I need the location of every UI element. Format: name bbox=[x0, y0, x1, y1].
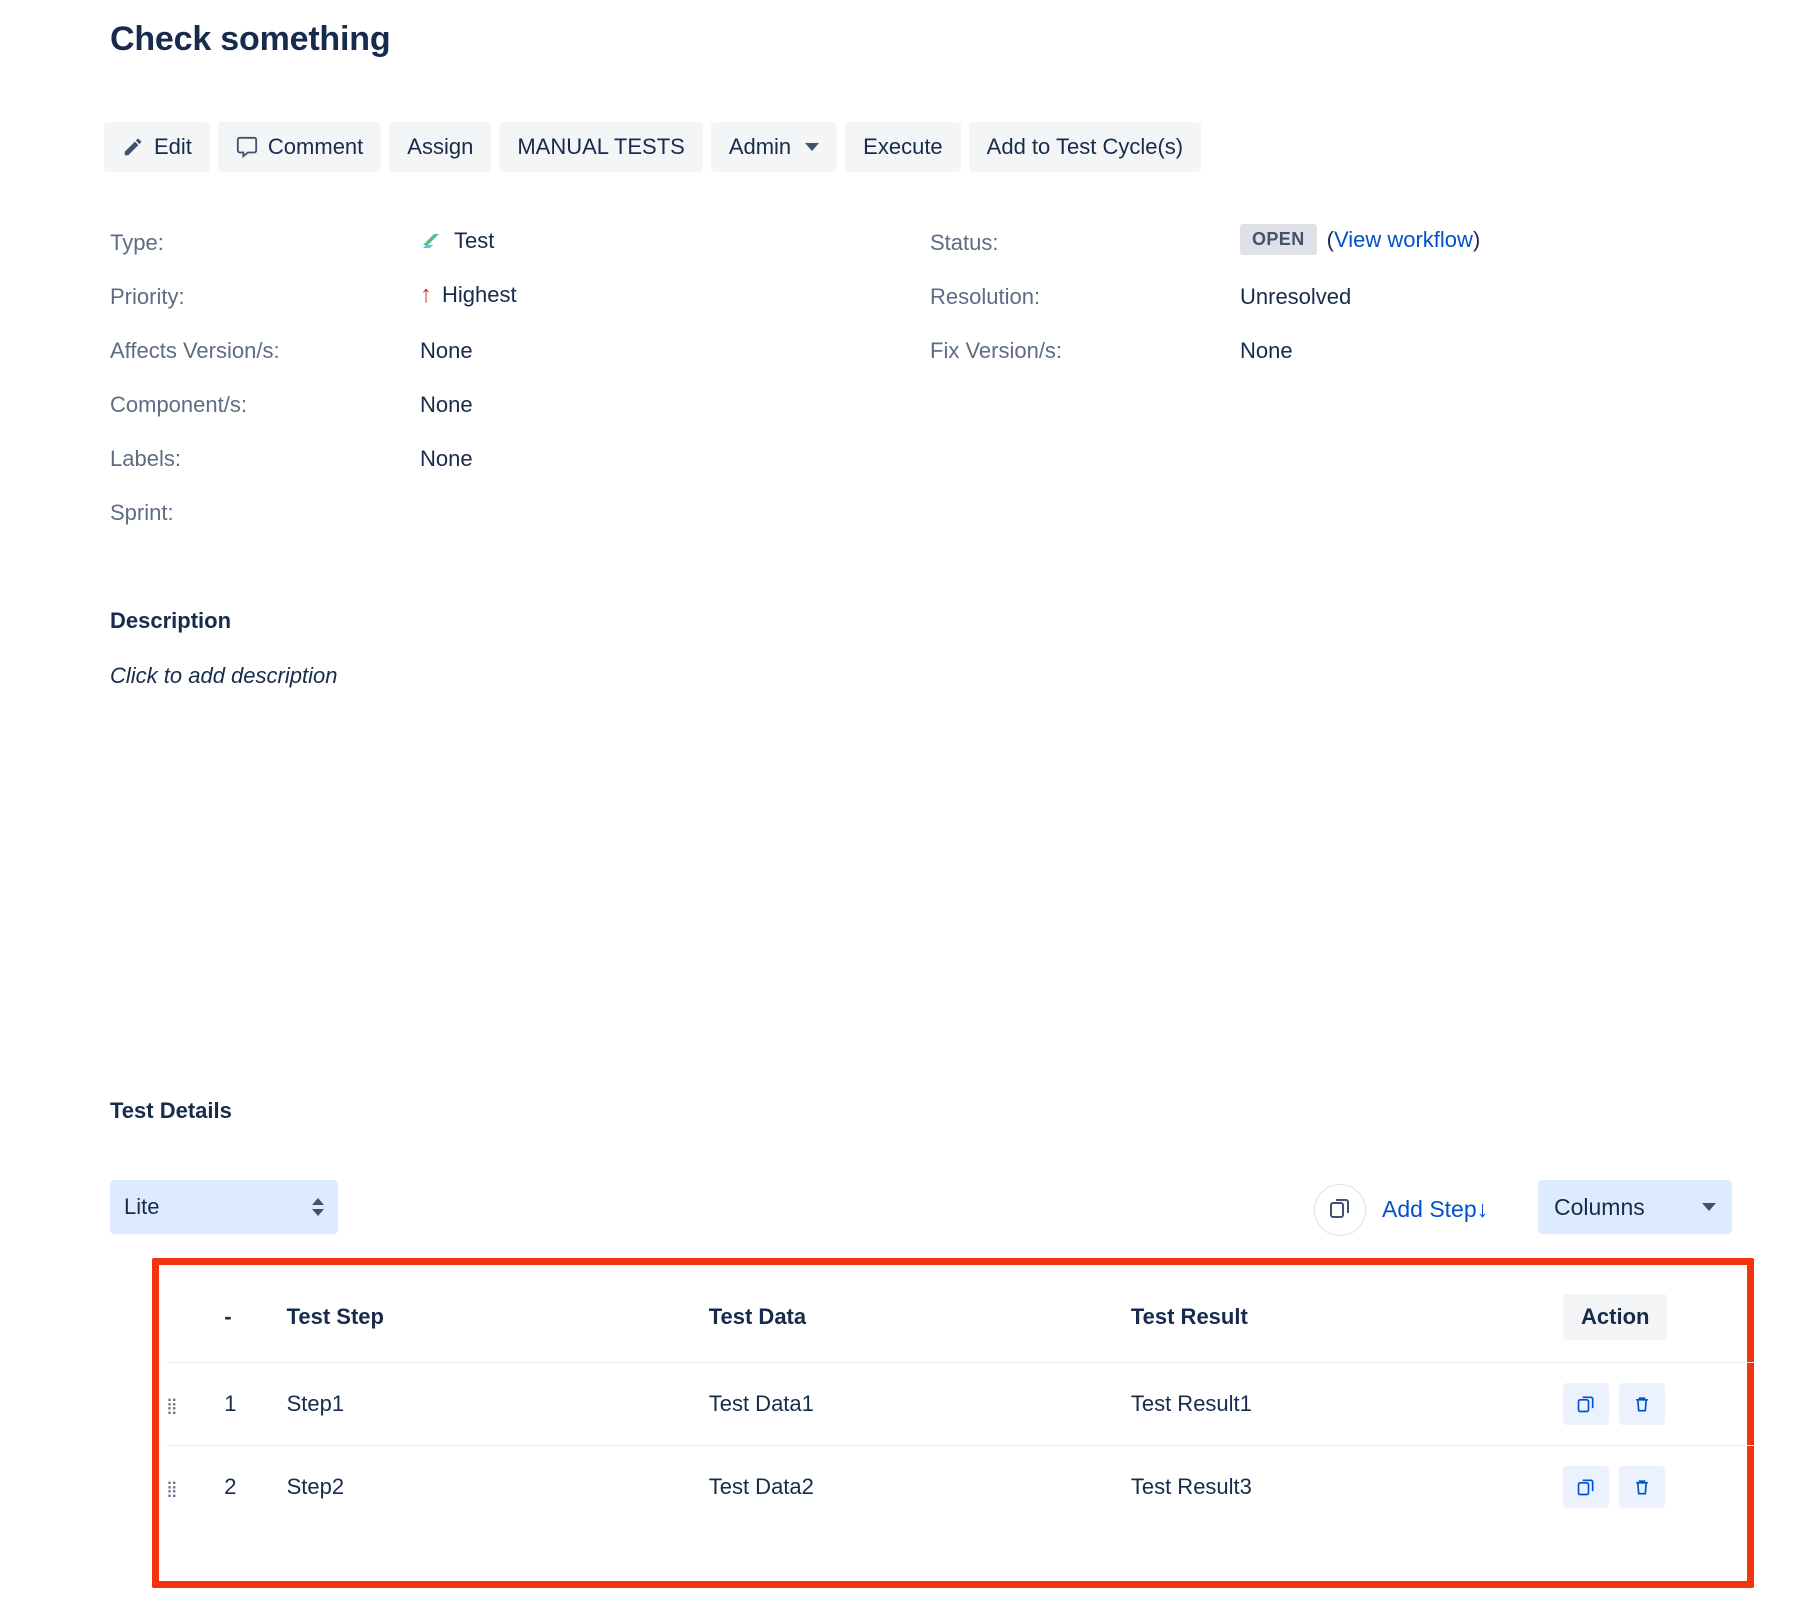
row-test-data[interactable]: Test Data1 bbox=[709, 1363, 1131, 1446]
table-row bbox=[166, 1446, 1754, 1529]
field-component-label: Component/s: bbox=[110, 392, 247, 417]
field-fix-version-label: Fix Version/s: bbox=[930, 338, 1063, 363]
admin-dropdown-button[interactable] bbox=[711, 122, 837, 172]
col-header-test-data: Test Data bbox=[708, 1304, 807, 1329]
field-type-label: Type: bbox=[110, 230, 164, 255]
test-steps-table bbox=[166, 1272, 1754, 1528]
row-test-data[interactable]: Test Data2 bbox=[709, 1446, 1131, 1529]
manual-tests-button-label: MANUAL TESTS bbox=[517, 134, 685, 159]
field-component-value: None bbox=[420, 392, 473, 417]
priority-highest-icon: ↑ bbox=[420, 281, 432, 308]
copy-icon bbox=[1328, 1196, 1352, 1225]
status-badge: OPEN bbox=[1240, 224, 1317, 255]
add-to-test-cycles-label: Add to Test Cycle(s) bbox=[986, 134, 1184, 159]
row-actions-cell bbox=[1563, 1363, 1754, 1446]
stepper-icon bbox=[312, 1198, 324, 1216]
add-step-link[interactable]: Add Step↓ bbox=[1382, 1196, 1489, 1222]
field-sprint-label: Sprint: bbox=[110, 500, 174, 525]
field-type-value-wrap bbox=[420, 228, 494, 254]
view-workflow-link[interactable]: View workflow bbox=[1333, 226, 1473, 252]
field-labels-label: Labels: bbox=[110, 446, 181, 471]
view-workflow-wrap: (View workflow) bbox=[1326, 226, 1481, 252]
columns-dropdown[interactable] bbox=[1538, 1180, 1732, 1234]
col-header-test-step: Test Step bbox=[286, 1304, 384, 1329]
row-test-step[interactable]: Step2 bbox=[287, 1446, 709, 1529]
chevron-down-icon bbox=[805, 143, 819, 151]
row-test-result[interactable]: Test Result1 bbox=[1131, 1363, 1563, 1446]
field-priority-value-wrap bbox=[420, 282, 517, 308]
edit-button-label: Edit bbox=[154, 134, 192, 159]
description-placeholder[interactable]: Click to add description bbox=[110, 663, 338, 688]
columns-label: Columns bbox=[1554, 1193, 1645, 1220]
execute-button-label: Execute bbox=[863, 134, 943, 159]
row-index: 2 bbox=[224, 1446, 286, 1529]
field-resolution-value: Unresolved bbox=[1240, 284, 1352, 309]
field-priority-value: Highest bbox=[442, 282, 517, 307]
col-header-index: - bbox=[224, 1304, 232, 1329]
test-type-icon bbox=[420, 229, 444, 253]
assign-button-label: Assign bbox=[407, 134, 474, 159]
assign-button[interactable] bbox=[389, 122, 491, 172]
page-title: Check something bbox=[110, 20, 391, 58]
comment-button[interactable] bbox=[218, 122, 381, 172]
field-affects-version-value: None bbox=[420, 338, 473, 363]
col-header-test-result: Test Result bbox=[1130, 1304, 1248, 1329]
comment-button-label: Comment bbox=[267, 134, 364, 159]
clone-step-button[interactable] bbox=[1563, 1383, 1609, 1425]
execute-button[interactable] bbox=[845, 122, 961, 172]
test-view-select-value: Lite bbox=[124, 1194, 160, 1219]
row-test-result[interactable]: Test Result3 bbox=[1131, 1446, 1563, 1529]
clone-step-button[interactable] bbox=[1563, 1466, 1609, 1508]
row-test-step[interactable]: Step1 bbox=[287, 1363, 709, 1446]
field-status-value-wrap bbox=[1240, 224, 1480, 255]
comment-icon bbox=[236, 136, 258, 158]
col-header-action bbox=[1563, 1272, 1754, 1363]
row-actions-cell bbox=[1563, 1446, 1754, 1529]
manual-tests-button[interactable] bbox=[499, 122, 702, 172]
action-header-label: Action bbox=[1563, 1294, 1667, 1340]
pencil-icon bbox=[122, 136, 144, 158]
row-drag-handle[interactable] bbox=[166, 1446, 224, 1529]
test-steps-highlight-box bbox=[152, 1258, 1754, 1588]
drag-handle-icon: ⣿ bbox=[166, 1481, 180, 1498]
field-affects-version-label: Affects Version/s: bbox=[110, 338, 280, 363]
row-drag-handle[interactable] bbox=[166, 1363, 224, 1446]
issue-toolbar bbox=[104, 122, 1201, 172]
field-labels-value: None bbox=[420, 446, 473, 471]
field-type-value: Test bbox=[454, 228, 495, 253]
clone-steps-button[interactable] bbox=[1314, 1184, 1366, 1236]
field-fix-version-value: None bbox=[1240, 338, 1293, 363]
admin-button-label: Admin bbox=[728, 134, 792, 159]
test-view-select[interactable] bbox=[110, 1180, 338, 1234]
delete-step-button[interactable] bbox=[1619, 1466, 1665, 1508]
drag-handle-icon: ⣿ bbox=[166, 1398, 180, 1415]
field-resolution-label: Resolution: bbox=[930, 284, 1041, 309]
chevron-down-icon bbox=[1702, 1203, 1716, 1211]
test-details-heading: Test Details bbox=[110, 1098, 232, 1123]
table-header-row bbox=[166, 1272, 1754, 1363]
row-index: 1 bbox=[224, 1363, 286, 1446]
delete-step-button[interactable] bbox=[1619, 1383, 1665, 1425]
add-to-test-cycles-button[interactable] bbox=[969, 122, 1201, 172]
description-heading: Description bbox=[110, 608, 232, 633]
col-header-drag bbox=[166, 1272, 224, 1363]
table-row bbox=[166, 1363, 1754, 1446]
edit-button[interactable] bbox=[104, 122, 210, 172]
field-status-label: Status: bbox=[930, 230, 999, 255]
field-priority-label: Priority: bbox=[110, 284, 185, 309]
